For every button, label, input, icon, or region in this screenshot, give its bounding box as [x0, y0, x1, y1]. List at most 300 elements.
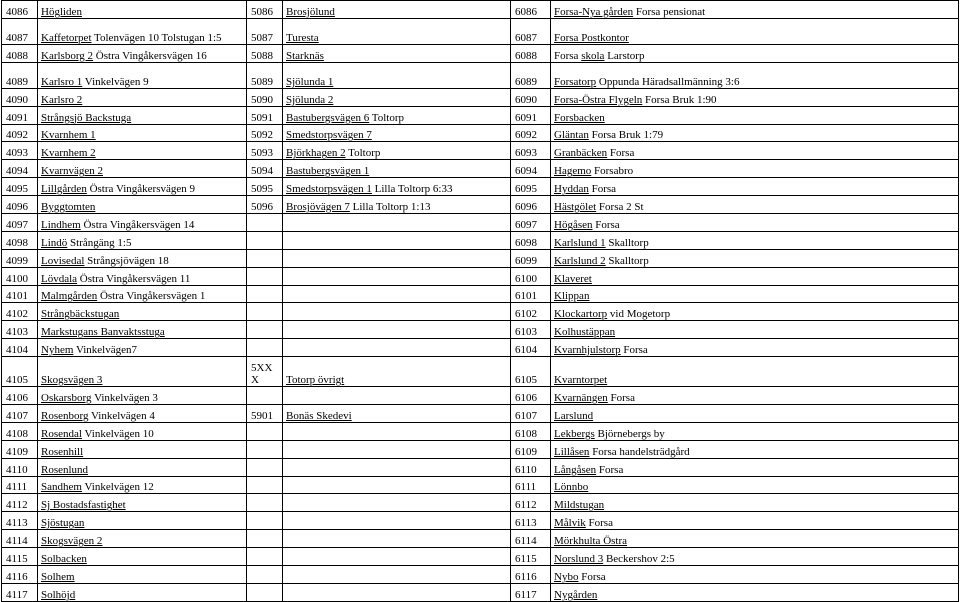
code-cell — [2, 530, 38, 548]
place-detail: Oppunda Häradsallmänning 3:6 — [596, 75, 740, 88]
name-cell — [551, 1, 959, 19]
code-cell — [2, 285, 38, 303]
place-name: Kvarnvägen 2 — [41, 165, 104, 178]
place-detail: Skalltorp — [605, 254, 649, 267]
code-cell — [247, 339, 283, 357]
name-cell — [283, 88, 511, 106]
name-cell — [38, 231, 247, 249]
code-cell — [2, 1, 38, 19]
code-cell — [511, 494, 551, 512]
name-cell — [283, 387, 511, 405]
place-name: Sandhem — [41, 481, 82, 494]
place-name: Lovisedal — [41, 254, 85, 267]
place-name: Hästgölet — [554, 201, 597, 214]
code-text: 5091 — [251, 111, 273, 124]
name-cell — [283, 321, 511, 339]
place-name: Strångsjö Backstuga — [41, 111, 132, 124]
name-cell — [551, 357, 959, 387]
place-detail: Forsa — [607, 147, 635, 160]
name-cell — [283, 124, 511, 142]
code-text: 6094 — [515, 165, 537, 178]
code-cell — [2, 548, 38, 566]
code-cell — [247, 494, 283, 512]
name-cell — [38, 214, 247, 232]
code-text: 5096 — [251, 201, 273, 214]
name-cell — [38, 357, 247, 387]
code-cell — [511, 44, 551, 62]
code-text: 4109 — [6, 445, 28, 458]
name-cell — [551, 214, 959, 232]
code-text: 4101 — [6, 290, 28, 303]
code-cell — [511, 231, 551, 249]
name-cell — [283, 357, 511, 387]
name-cell — [38, 106, 247, 124]
code-cell — [2, 422, 38, 440]
code-text: 6114 — [515, 535, 537, 548]
table-row — [2, 1, 959, 19]
address-table — [1, 0, 959, 602]
code-text: 4091 — [6, 111, 28, 124]
code-cell — [2, 339, 38, 357]
table-row — [2, 530, 959, 548]
address-table-body — [2, 1, 959, 602]
code-cell — [511, 303, 551, 321]
place-name: Karlsro 1 — [41, 75, 83, 88]
code-cell — [2, 44, 38, 62]
place-name: Karlslund 2 — [554, 254, 606, 267]
code-text: 4090 — [6, 93, 28, 106]
code-text: 4115 — [6, 553, 28, 566]
code-text: 4102 — [6, 308, 28, 321]
code-text: 4099 — [6, 254, 28, 267]
table-row — [2, 142, 959, 160]
code-cell — [247, 387, 283, 405]
code-text: 5089 — [251, 75, 273, 88]
code-text: 6088 — [515, 49, 537, 62]
name-cell — [38, 303, 247, 321]
name-cell — [551, 44, 959, 62]
name-cell — [283, 18, 511, 44]
table-row — [2, 267, 959, 285]
code-cell — [511, 285, 551, 303]
place-detail: Strångsjövägen 18 — [84, 254, 169, 267]
place-detail: Larstorp — [604, 49, 645, 62]
table-row — [2, 249, 959, 267]
place-name: Kolhustäppan — [554, 326, 616, 339]
place-name: Bastubergsvägen 1 — [286, 165, 370, 178]
place-name: Bonäs Skedevi — [286, 409, 352, 422]
code-text: 4107 — [6, 409, 28, 422]
name-cell — [283, 566, 511, 584]
table-row — [2, 566, 959, 584]
name-cell — [38, 512, 247, 530]
place-detail: Forsa — [588, 183, 617, 196]
code-cell — [247, 422, 283, 440]
place-name: Sjölunda 2 — [286, 93, 334, 106]
code-text: 4113 — [6, 517, 28, 530]
table-row — [2, 458, 959, 476]
place-name: Lönnbo — [554, 481, 589, 494]
code-cell — [247, 357, 283, 387]
name-cell — [38, 440, 247, 458]
code-text: 6086 — [515, 5, 537, 18]
place-detail: Björnebergs by — [594, 427, 665, 440]
place-name: Smedstorpsvägen 1 — [286, 183, 372, 196]
name-cell — [283, 422, 511, 440]
code-text: 4093 — [6, 147, 28, 160]
name-cell — [551, 566, 959, 584]
place-name: Målvik — [554, 517, 586, 530]
place-name: Björkhagen 2 — [286, 147, 346, 160]
name-cell — [551, 422, 959, 440]
name-cell — [38, 62, 247, 88]
place-detail: Vinkelvägen 10 — [81, 427, 154, 440]
code-cell — [2, 231, 38, 249]
place-detail: Östra Vingåkersvägen 16 — [93, 49, 207, 62]
code-text: 6096 — [515, 201, 537, 214]
code-cell — [2, 124, 38, 142]
table-row — [2, 440, 959, 458]
code-cell — [247, 196, 283, 214]
code-cell — [247, 566, 283, 584]
code-cell — [511, 178, 551, 196]
code-cell — [247, 160, 283, 178]
name-cell — [551, 476, 959, 494]
code-cell — [511, 124, 551, 142]
code-text: 4104 — [6, 344, 28, 357]
code-cell — [511, 249, 551, 267]
code-text: 4111 — [6, 481, 28, 494]
place-name: Byggtomten — [41, 201, 96, 214]
code-text: 6103 — [515, 326, 537, 339]
code-text: 6104 — [515, 344, 537, 357]
name-cell — [551, 142, 959, 160]
place-name: Karlsro 2 — [41, 93, 83, 106]
place-name: Klippan — [554, 290, 590, 303]
place-name: Hyddan — [554, 183, 589, 196]
place-name: Gläntan — [554, 129, 589, 142]
place-name: skola — [581, 49, 605, 62]
place-name: Smedstorpsvägen 7 — [286, 129, 372, 142]
code-cell — [511, 321, 551, 339]
code-cell — [511, 548, 551, 566]
code-cell — [2, 249, 38, 267]
place-name: Kaffetorpet — [41, 31, 92, 44]
table-row — [2, 178, 959, 196]
code-cell — [511, 18, 551, 44]
code-cell — [2, 387, 38, 405]
place-name: Karlslund 1 — [554, 236, 606, 249]
name-cell — [38, 583, 247, 601]
name-cell — [283, 249, 511, 267]
name-cell — [283, 548, 511, 566]
name-cell — [551, 196, 959, 214]
table-row — [2, 583, 959, 601]
place-name: Lillgården — [41, 183, 87, 196]
code-cell — [2, 106, 38, 124]
name-cell — [551, 530, 959, 548]
name-cell — [551, 178, 959, 196]
code-cell — [511, 566, 551, 584]
place-name: Högåsen — [554, 218, 593, 231]
place-name: Brosjölund — [286, 5, 335, 18]
place-detail: Vinkelvägen7 — [73, 344, 137, 357]
place-name: Kvarnhjulstorp — [554, 344, 621, 357]
code-text: 6093 — [515, 147, 537, 160]
name-cell — [283, 1, 511, 19]
code-cell — [511, 357, 551, 387]
name-cell — [551, 440, 959, 458]
place-name: Långåsen — [554, 463, 597, 476]
code-text: 4103 — [6, 326, 28, 339]
place-detail: Vinkelvägen 12 — [81, 481, 154, 494]
place-name: Turesta — [286, 31, 319, 44]
name-cell — [283, 142, 511, 160]
code-cell — [247, 44, 283, 62]
code-text: 6089 — [515, 75, 537, 88]
name-cell — [283, 196, 511, 214]
code-text: 4100 — [6, 272, 28, 285]
code-text: 6106 — [515, 392, 537, 405]
code-text: 5095 — [251, 183, 273, 196]
name-cell — [38, 1, 247, 19]
code-text: 6101 — [515, 290, 537, 303]
table-row — [2, 231, 959, 249]
code-text: 5901 — [251, 409, 273, 422]
name-cell — [38, 142, 247, 160]
code-cell — [247, 458, 283, 476]
place-name: Mildstugan — [554, 499, 605, 512]
place-name: Lindhem — [41, 218, 81, 231]
place-detail: Forsa Bruk 1:79 — [588, 129, 664, 142]
table-row — [2, 196, 959, 214]
place-name: Strångbäckstugan — [41, 308, 120, 321]
name-cell — [283, 267, 511, 285]
code-text: 6102 — [515, 308, 537, 321]
name-cell — [551, 249, 959, 267]
table-row — [2, 106, 959, 124]
code-cell — [247, 142, 283, 160]
place-name: Solhöjd — [41, 588, 76, 601]
code-text: 5088 — [251, 49, 273, 62]
code-cell — [2, 303, 38, 321]
place-detail: Östra Vingåkersvägen 9 — [86, 183, 196, 196]
table-row — [2, 387, 959, 405]
code-cell — [511, 458, 551, 476]
place-name: Markstugans Banvaktsstuga — [41, 326, 165, 339]
code-text: 6108 — [515, 427, 537, 440]
code-cell — [2, 178, 38, 196]
code-text: 4088 — [6, 49, 28, 62]
code-text: 4098 — [6, 236, 28, 249]
code-text: 6113 — [515, 517, 537, 530]
code-cell — [511, 440, 551, 458]
table-row — [2, 124, 959, 142]
code-cell — [511, 88, 551, 106]
place-detail: Toltorp — [345, 147, 381, 160]
place-name: Norslund 3 — [554, 553, 604, 566]
place-name: Totorp övrigt — [286, 374, 345, 387]
code-text: 4116 — [6, 570, 28, 583]
code-text: 6099 — [515, 254, 537, 267]
place-name: Hagemo — [554, 165, 592, 178]
name-cell — [551, 88, 959, 106]
place-detail: Forsa — [585, 517, 613, 530]
code-cell — [511, 1, 551, 19]
name-cell — [283, 44, 511, 62]
code-cell — [247, 62, 283, 88]
name-cell — [551, 387, 959, 405]
place-name: Högliden — [41, 5, 82, 18]
place-name: Granbäcken — [554, 147, 608, 160]
name-cell — [38, 476, 247, 494]
table-row — [2, 476, 959, 494]
table-row — [2, 494, 959, 512]
code-text: 6116 — [515, 570, 537, 583]
place-name: Forsa Postkontor — [554, 31, 629, 44]
name-cell — [38, 321, 247, 339]
code-cell — [511, 214, 551, 232]
place-name: Forsa-Nya gården — [554, 5, 634, 18]
place-name: Solbacken — [41, 553, 87, 566]
code-cell — [511, 422, 551, 440]
code-cell — [511, 530, 551, 548]
code-text: 6097 — [515, 218, 537, 231]
place-name: Skogsvägen 3 — [41, 374, 103, 387]
code-cell — [511, 387, 551, 405]
code-cell — [2, 440, 38, 458]
place-name: Nygården — [554, 588, 598, 601]
place-name: Lillåsen — [554, 445, 590, 458]
place-detail: Forsa — [607, 392, 635, 405]
place-detail: Forsa Bruk 1:90 — [642, 93, 717, 106]
place-detail: Strångäng 1:5 — [67, 236, 132, 249]
code-text: 5086 — [251, 5, 273, 18]
code-text: 5087 — [251, 31, 273, 44]
name-cell — [38, 267, 247, 285]
code-cell — [2, 458, 38, 476]
name-cell — [38, 18, 247, 44]
name-cell — [551, 339, 959, 357]
code-text: 6090 — [515, 93, 537, 106]
code-text: 6117 — [515, 588, 537, 601]
place-detail: Forsabro — [591, 165, 634, 178]
code-cell — [247, 106, 283, 124]
code-cell — [2, 88, 38, 106]
code-cell — [511, 196, 551, 214]
place-name: Mörkhulta Östra — [554, 535, 628, 548]
code-cell — [247, 321, 283, 339]
code-cell — [247, 440, 283, 458]
name-cell — [38, 88, 247, 106]
code-cell — [2, 160, 38, 178]
code-text: 4110 — [6, 463, 28, 476]
place-detail: Toltorp — [369, 111, 404, 124]
code-cell — [2, 512, 38, 530]
name-cell — [283, 285, 511, 303]
code-cell — [2, 566, 38, 584]
table-row — [2, 339, 959, 357]
code-text: 4106 — [6, 392, 28, 405]
table-row — [2, 303, 959, 321]
code-text: 4096 — [6, 201, 28, 214]
code-cell — [511, 476, 551, 494]
code-cell — [247, 548, 283, 566]
place-name: Rosenlund — [41, 463, 89, 476]
table-row — [2, 285, 959, 303]
table-row — [2, 88, 959, 106]
code-cell — [2, 583, 38, 601]
place-detail: Beckershov 2:5 — [603, 553, 675, 566]
code-cell — [247, 88, 283, 106]
name-cell — [551, 18, 959, 44]
place-name: Rosendal — [41, 427, 82, 440]
code-text: 6091 — [515, 111, 537, 124]
name-cell — [551, 548, 959, 566]
place-name: Bastubergsvägen 6 — [286, 111, 370, 124]
code-cell — [2, 494, 38, 512]
name-cell — [551, 231, 959, 249]
name-cell — [38, 160, 247, 178]
place-name: Rosenhill — [41, 445, 84, 458]
code-text: 5090 — [251, 93, 273, 106]
code-cell — [247, 583, 283, 601]
table-row — [2, 321, 959, 339]
code-text: 6109 — [515, 445, 537, 458]
place-name: Kvarnhem 1 — [41, 129, 96, 142]
place-detail: Östra Vingåkersvägen 11 — [77, 272, 191, 285]
name-cell — [551, 303, 959, 321]
code-cell — [2, 18, 38, 44]
code-text: 6105 — [515, 374, 537, 387]
code-text: 6110 — [515, 463, 537, 476]
name-cell — [283, 62, 511, 88]
place-detail: Tolenvägen 10 Tolstugan 1:5 — [91, 31, 222, 44]
name-cell — [283, 405, 511, 423]
code-cell — [2, 214, 38, 232]
code-text: 6111 — [515, 481, 537, 494]
code-cell — [511, 160, 551, 178]
table-row — [2, 422, 959, 440]
code-text: 4089 — [6, 75, 28, 88]
code-cell — [247, 18, 283, 44]
place-detail: Vinkelvägen 4 — [88, 409, 155, 422]
code-text: 6098 — [515, 236, 537, 249]
place-name: Nybo — [554, 570, 579, 583]
place-name: Lindö — [41, 236, 68, 249]
place-detail: Lilla Toltorp 6:33 — [371, 183, 453, 196]
place-detail: Skalltorp — [605, 236, 649, 249]
name-cell — [551, 160, 959, 178]
place-name: Karlsborg 2 — [41, 49, 94, 62]
place-detail: Lilla Toltorp 1:13 — [349, 201, 431, 214]
place-name: Kvarnängen — [554, 392, 608, 405]
name-cell — [551, 494, 959, 512]
code-cell — [511, 405, 551, 423]
code-cell — [247, 405, 283, 423]
table-row — [2, 512, 959, 530]
place-detail: Vinkelvägen 9 — [82, 75, 149, 88]
name-cell — [283, 512, 511, 530]
code-text: 4114 — [6, 535, 28, 548]
code-cell — [2, 142, 38, 160]
name-cell — [283, 339, 511, 357]
place-name: Forsatorp — [554, 75, 597, 88]
code-cell — [247, 1, 283, 19]
code-text: 6092 — [515, 129, 537, 142]
code-cell — [511, 62, 551, 88]
name-cell — [283, 106, 511, 124]
